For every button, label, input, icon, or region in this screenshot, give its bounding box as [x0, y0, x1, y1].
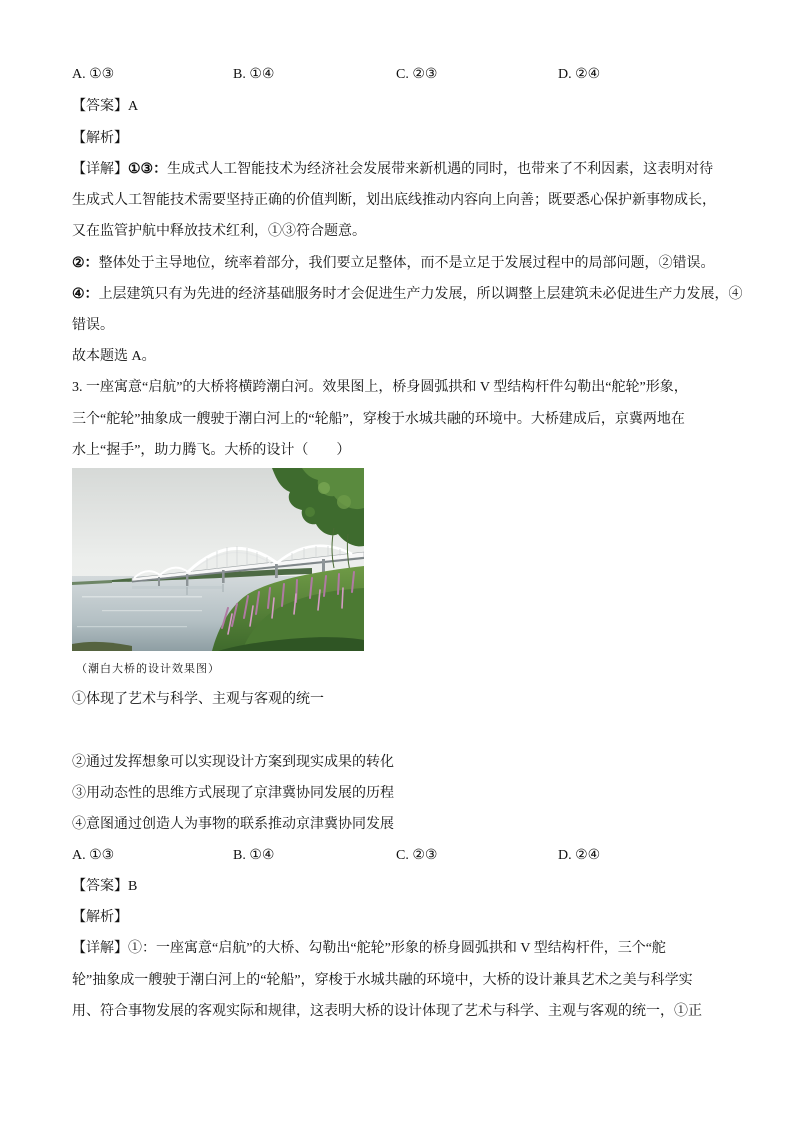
- q2-detail-label: 【详解】: [72, 162, 128, 177]
- figure-caption: （潮白大桥的设计效果图）: [76, 662, 220, 675]
- q3-statement-4: ④意图通过创造人为事物的联系推动京津冀协同发展: [72, 817, 394, 832]
- q3-stem-line-3: 水上“握手”，助力腾飞。大桥的设计（ ）: [72, 443, 351, 458]
- q3-analysis-label: 【解析】: [72, 910, 128, 925]
- q2-detail-point-4-continued: 错误。: [72, 318, 114, 333]
- q2-detail-marker-2: ②：: [72, 256, 99, 271]
- q3-option-c: C. ②③: [396, 848, 438, 863]
- bridge-illustration: [72, 468, 364, 651]
- q3-option-a: A. ①③: [72, 848, 115, 863]
- q3-answer: 【答案】B: [72, 879, 138, 894]
- q3-statement-1: ①体现了艺术与科学、主观与客观的统一: [72, 692, 324, 707]
- q2-detail-line-3: 又在监管护航中释放技术红利，①③符合题意。: [72, 224, 366, 239]
- q2-option-a: A. ①③: [72, 67, 115, 82]
- q3-option-b: B. ①④: [233, 848, 275, 863]
- q2-detail-point-4-text: 上层建筑只有为先进的经济基础服务时才会促进生产力发展，所以调整上层建筑未必促进生产力发展，④: [98, 287, 743, 302]
- q3-stem-line-1: 3. 一座寓意“启航”的大桥将横跨潮白河。效果图上，桥身圆弧拱和 V 型结构杆件勾勒出“舵轮”形象，: [72, 380, 688, 395]
- q2-option-b: B. ①④: [233, 67, 275, 82]
- q2-detail-point-2-text: 整体处于主导地位，统率着部分，我们要立足整体，而不是立足于发展过程中的局部问题，②错误。: [98, 256, 715, 271]
- q3-detail-label: 【详解】: [72, 941, 128, 956]
- q3-option-d: D. ②④: [558, 848, 601, 863]
- q3-statement-3: ③用动态性的思维方式展现了京津冀协同发展的历程: [72, 786, 394, 801]
- q2-option-d: D. ②④: [558, 67, 601, 82]
- q2-detail-marker-13: ①③：: [128, 162, 168, 177]
- q3-detail-text: ①：一座寓意“启航”的大桥、勾勒出“舵轮”形象的桥身圆弧拱和 V 型结构杆件，三个“舵: [128, 941, 666, 956]
- q3-stem-line-2: 三个“舵轮”抽象成一艘驶于潮白河上的“轮船”，穿梭于水城共融的环境中。大桥建成后，京冀两地在: [72, 412, 685, 427]
- q2-detail-marker-4: ④：: [72, 287, 99, 302]
- q3-statement-2: ②通过发挥想象可以实现设计方案到现实成果的转化: [72, 755, 394, 770]
- q2-detail-text: 生成式人工智能技术为经济社会发展带来新机遇的同时，也带来了不利因素，这表明对待: [167, 162, 714, 177]
- q2-detail-line-2: 生成式人工智能技术需要坚持正确的价值判断，划出底线推动内容向上向善；既要悉心保护新事物成长，: [72, 193, 716, 208]
- q2-detail-line-1: [72, 161, 713, 179]
- q2-analysis-label: 【解析】: [72, 131, 128, 146]
- q3-detail-line-1: [72, 940, 666, 958]
- q2-answer: 【答案】A: [72, 99, 139, 114]
- q2-detail-point-2: [72, 255, 715, 273]
- q2-conclusion: 故本题选 A。: [72, 349, 156, 364]
- q3-detail-line-2: 轮”抽象成一艘驶于潮白河上的“轮船”，穿梭于水城共融的环境中，大桥的设计兼具艺术之美与科学实: [72, 973, 693, 988]
- q3-detail-line-3: 用、符合事物发展的客观实际和规律，这表明大桥的设计体现了艺术与科学、主观与客观的统一，①正: [72, 1004, 702, 1019]
- q2-detail-point-4: [72, 286, 743, 304]
- q2-option-c: C. ②③: [396, 67, 438, 82]
